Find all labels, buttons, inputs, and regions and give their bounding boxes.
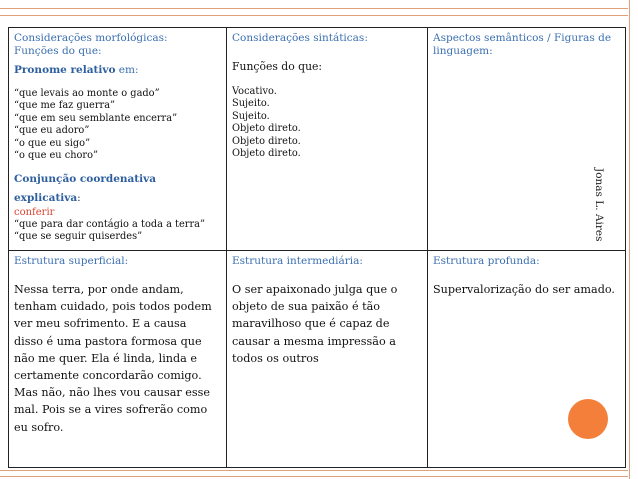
surface-line: mal. Pois se a vires sofrerão como xyxy=(14,403,208,417)
pronome-quote: “o que eu choro” xyxy=(14,150,99,162)
inter-line: objeto de sua paixão é tão xyxy=(232,300,381,314)
synt-subtitle: Funções do que: xyxy=(232,60,323,73)
conj-label-2: explicativa xyxy=(14,192,78,205)
conj-colon: : xyxy=(77,193,81,205)
analysis-table xyxy=(8,27,626,468)
surface-line: Nessa terra, por onde andam, xyxy=(14,283,184,296)
decorative-line-right xyxy=(629,0,630,479)
synt-item: Vocativo. xyxy=(232,86,277,97)
pronome-suffix: em: xyxy=(115,64,139,76)
synt-title: Considerações sintáticas: xyxy=(232,32,368,44)
morph-title: Considerações morfológicas: xyxy=(14,32,168,44)
inter-line: todos os outros xyxy=(232,351,319,365)
decorative-line-top-1 xyxy=(0,8,628,9)
inter-line: maravilhoso que é capaz de xyxy=(232,317,390,331)
surface-line: eu sofro. xyxy=(14,420,64,434)
pronome-quote: “que levais ao monte o gado” xyxy=(14,88,160,99)
decorative-line-bottom-1 xyxy=(0,470,628,471)
surface-line: Mas não, não lhes vou causar esse xyxy=(14,386,211,400)
deep-title: Estrutura profunda: xyxy=(433,255,540,267)
conj-quote: “que se seguir quiserdes” xyxy=(14,231,143,243)
surface-line: certamente concordarão comigo. xyxy=(14,369,202,383)
pronome-quote: “que eu adoro” xyxy=(14,125,90,137)
deep-text: Supervalorização do ser amado. xyxy=(433,283,615,296)
morph-subtitle: Funções do que: xyxy=(14,45,102,57)
cell-intermediate-structure xyxy=(227,251,428,468)
synt-item: Objeto direto. xyxy=(232,135,301,147)
pronome-quote: “que me faz guerra” xyxy=(14,100,116,112)
conj-label-line xyxy=(14,186,221,205)
pronome-label: Pronome relativo xyxy=(14,64,116,76)
cell-morphological xyxy=(9,28,227,251)
decorative-line-bottom-2 xyxy=(0,476,628,477)
conj-label-1: Conjunção coordenativa xyxy=(14,173,157,186)
author-credit: Jonas L. Aires xyxy=(593,168,605,242)
inter-line: causar a mesma impressão a xyxy=(232,334,396,348)
cell-syntactic xyxy=(227,28,428,251)
surface-line: ver meu sofrimento. E a causa xyxy=(14,317,187,331)
decorative-line-top-2 xyxy=(0,15,628,16)
cell-surface-structure xyxy=(9,251,227,468)
conferir-note: conferir xyxy=(14,206,55,218)
sem-title: Aspectos semânticos / Figuras de linguagem: xyxy=(433,32,612,57)
surface-title: Estrutura superficial: xyxy=(14,255,129,267)
synt-item: Sujeito. xyxy=(232,110,270,122)
pronome-quote: “que em seu semblante encerra” xyxy=(14,112,178,124)
pronome-line xyxy=(14,58,221,77)
synt-item: Objeto direto. xyxy=(232,148,301,160)
pronome-quote: “o que eu sigo” xyxy=(14,137,91,149)
inter-line: O ser apaixonado julga que o xyxy=(232,283,398,296)
orange-circle-decoration xyxy=(568,399,608,439)
surface-line: não me quer. Ela é linda, linda e xyxy=(14,351,197,365)
surface-line: disso é uma pastora formosa que xyxy=(14,334,202,348)
surface-line: tenham cuidado, pois todos podem xyxy=(14,300,212,314)
synt-item: Objeto direto. xyxy=(232,123,301,135)
synt-item: Sujeito. xyxy=(232,98,270,110)
conj-quote: “que para dar contágio a toda a terra” xyxy=(14,218,205,230)
inter-title: Estrutura intermediária: xyxy=(232,255,363,267)
